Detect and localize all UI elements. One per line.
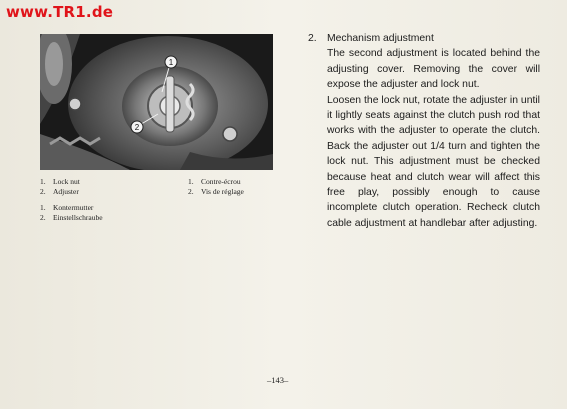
legend-item: 1. Kontermutter bbox=[40, 203, 94, 212]
svg-text:2: 2 bbox=[134, 123, 140, 132]
paragraph-adjust-procedure: Loosen the lock nut, rotate the adjuster in until it lightly seats against the clutch push rod that works with the adjuster to operate the clutch. Back the adjuster out 1/4 turn and tighten the lock nut. This adjustment must be checked because heat and clutch wear will affect this free play, possibly enough to cause incomplete clutch operation. Recheck clutch cable adjustment at handlebar after adjusting. bbox=[327, 94, 540, 229]
section-number: 2. bbox=[308, 33, 317, 44]
section-title: Mechanism adjustment bbox=[327, 33, 434, 44]
clutch-mechanism-photo bbox=[40, 34, 273, 170]
svg-text:1: 1 bbox=[168, 58, 174, 67]
legend-item: 2. Vis de réglage bbox=[188, 187, 244, 196]
legend-item: 2. Einstellschraube bbox=[40, 213, 103, 222]
callout-1-marker bbox=[165, 56, 177, 68]
paragraph-cover-removal: The second adjustment is located behind the adjusting cover. Removing the cover will expose the adjuster and lock nut. bbox=[327, 48, 540, 91]
legend-item: 1. Contre-écrou bbox=[188, 177, 241, 186]
page-number: –143– bbox=[267, 375, 289, 385]
site-watermark: www.TR1.de bbox=[6, 3, 114, 21]
legend-item: 1. Lock nut bbox=[40, 177, 80, 186]
legend-french bbox=[188, 177, 244, 197]
engine-case-image bbox=[40, 34, 273, 170]
section-body bbox=[308, 31, 540, 231]
section-heading bbox=[308, 31, 540, 46]
legend-item: 2. Adjuster bbox=[40, 187, 79, 196]
callout-2-marker bbox=[131, 121, 143, 133]
legend-english bbox=[40, 177, 103, 223]
